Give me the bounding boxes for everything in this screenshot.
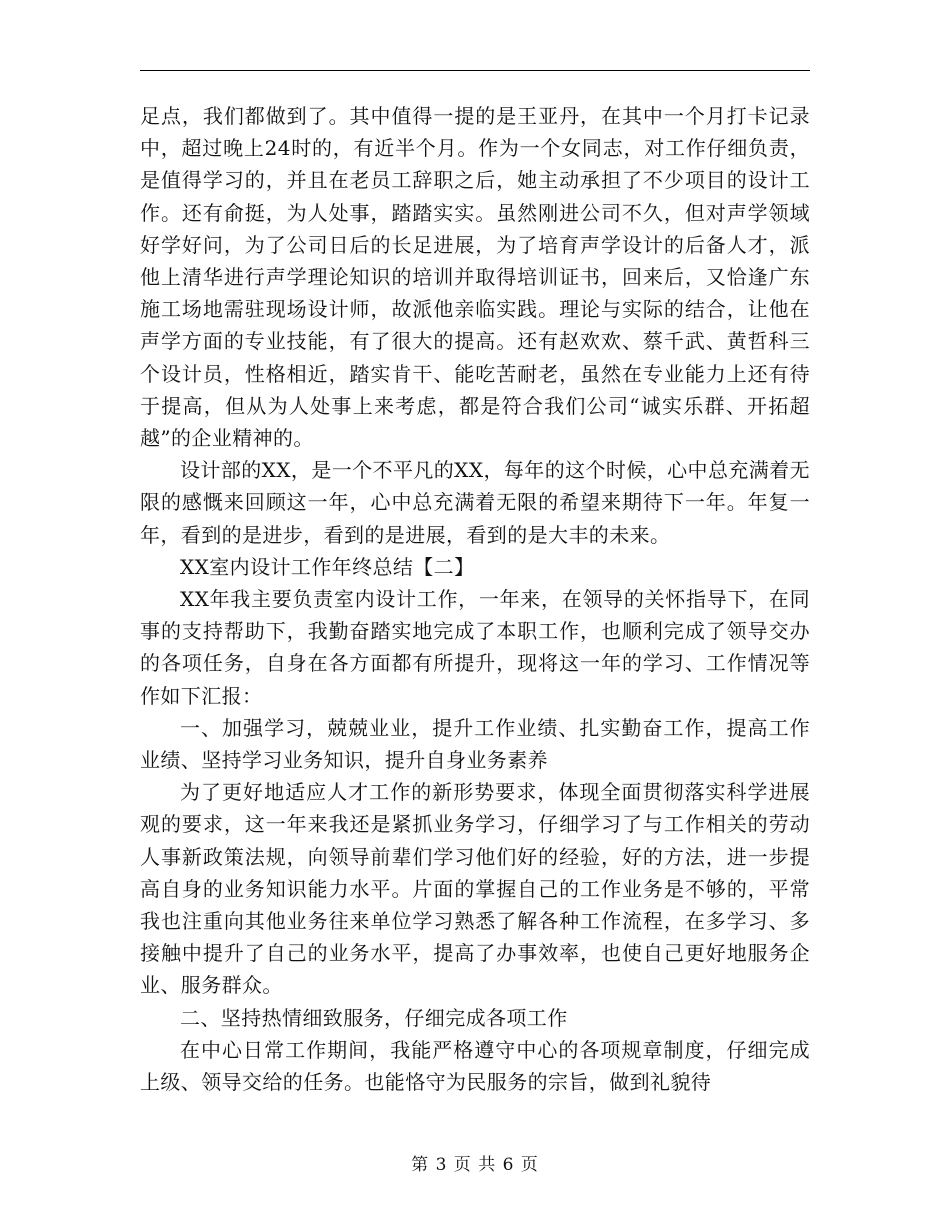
paragraph-4: 为了更好地适应人才工作的新形势要求，体现全面贯彻落实科学进展观的要求，这一年来我还是紧抓业务学习，仔细学习了与工作相关的劳动人事新政策法规，向领导前辈们学习他们好的经验，好的方法，进一步提高自身的业务知识能力水平。片面的掌握自己的工作业务是不够的，平常我也注重向其他业务往来单位学习熟悉了解各种工作流程，在多学习、多接触中提升了自己的业务水平，提高了办事效率，也使自己更好地服务企业、服务群众。 [140, 780, 810, 998]
paragraph-1: 足点，我们都做到了。其中值得一提的是王亚丹，在其中一个月打卡记录中，超过晚上24时的，有近半个月。作为一个女同志，对工作仔细负责，是值得学习的，并且在老员工辞职之后，她主动承担了不少项目的设计工作。还有俞挺，为人处事，踏踏实实。虽然刚进公司不久，但对声学领域好学好问，为了公司日后的长足进展，为了培育声学设计的后备人才，派他上清华进行声学理论知识的培训并取得培训证书，回来后，又恰逢广东施工场地需驻现场设计师，故派他亲临实践。理论与实际的结合，让他在声学方面的专业技能，有了很大的提高。还有赵欢欢、蔡千武、黄哲科三个设计员，性格相近，踏实肯干、能吃苦耐老，虽然在专业能力上还有待于提高，但从为人处事上来考虑，都是符合我们公司“诚实乐群、开拓超越”的企业精神的。 [140, 104, 810, 451]
section-heading-2: XX室内设计工作年终总结【二】 [180, 554, 475, 579]
subheading-2: 二、坚持热情细致服务，仔细完成各项工作 [180, 1005, 568, 1030]
page-number-footer: 第 3 页 共 6 页 [411, 1155, 539, 1175]
subheading-1: 一、加强学习，兢兢业业，提升工作业绩、扎实勤奋工作，提高工作业绩、坚持学习业务知识，提升自身业务素养 [140, 715, 810, 773]
document-body [140, 100, 810, 1098]
paragraph-2: 设计部的XX，是一个不平凡的XX，每年的这个时候，心中总充满着无限的感慨来回顾这一年，心中总充满着无限的希望来期待下一年。年复一年，看到的是进步，看到的是进展，看到的是大丰的未来。 [140, 458, 810, 547]
paragraph-3: XX年我主要负责室内设计工作，一年来，在领导的关怀指导下，在同事的支持帮助下，我勤奋踏实地完成了本职工作，也顺利完成了领导交办的各项任务，自身在各方面都有所提升，现将这一年的学习、工作情况等作如下汇报： [140, 587, 810, 708]
paragraph-5: 在中心日常工作期间，我能严格遵守中心的各项规章制度，仔细完成上级、领导交给的任务。也能恪守为民服务的宗旨，做到礼貌待 [140, 1037, 810, 1095]
header-rule [140, 70, 810, 71]
